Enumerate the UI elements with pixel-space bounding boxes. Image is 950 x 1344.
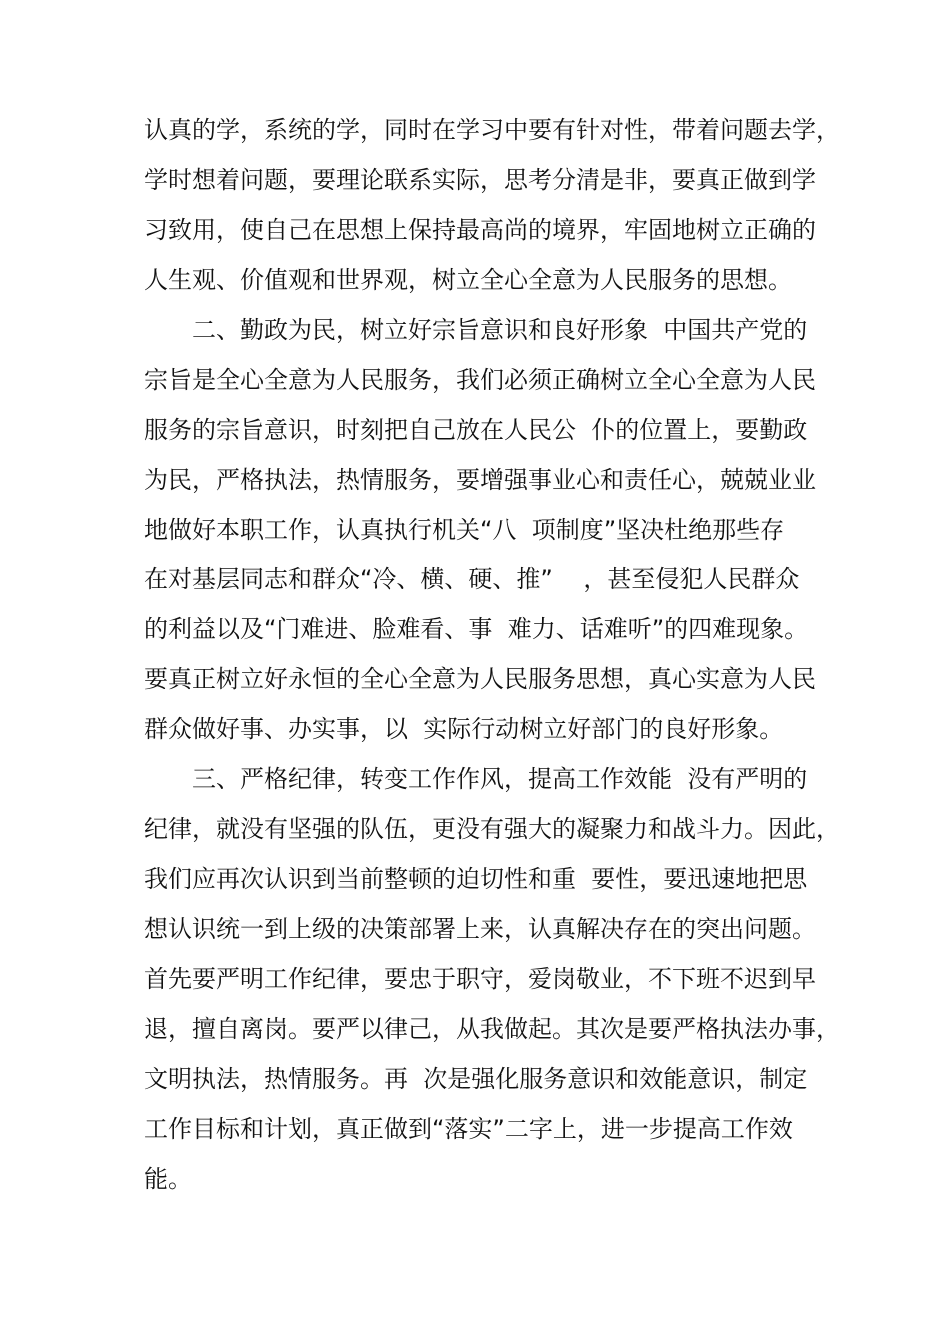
text-line: 群众做好事、办实事，以 实际行动树立好部门的良好形象。 xyxy=(144,715,784,744)
text-line: 纪律，就没有坚强的队伍，更没有强大的凝聚力和战斗力。因此， xyxy=(144,815,840,844)
text-line: 宗旨是全心全意为人民服务，我们必须正确树立全心全意为人民 xyxy=(144,365,816,394)
text-line: 在对基层同志和群众“冷、横、硬、推” ，甚至侵犯人民群众 xyxy=(144,565,800,594)
section-two-heading-line: 二、勤政为民，树立好宗旨意识和良好形象 中国共产党的 xyxy=(144,315,808,344)
text-line: 的利益以及“门难进、脸难看、事 难力、话难听”的四难现象。 xyxy=(144,615,809,644)
document-body xyxy=(144,106,840,1205)
text-line: 首先要严明工作纪律，要忠于职守，爱岗敬业，不下班不迟到早 xyxy=(144,964,816,993)
text-line: 习致用，使自己在思想上保持最高尚的境界，牢固地树立正确的 xyxy=(144,215,816,244)
text-line: 人生观、价值观和世界观，树立全心全意为人民服务的思想。 xyxy=(144,265,792,294)
text-line: 为民，严格执法，热情服务，要增强事业心和责任心，兢兢业业 xyxy=(144,465,816,494)
text-line: 能。 xyxy=(144,1164,192,1193)
text-line: 文明执法，热情服务。再 次是强化服务意识和效能意识，制定 xyxy=(144,1064,808,1093)
text-line: 地做好本职工作，认真执行机关“八 项制度”坚决杜绝那些存 xyxy=(144,515,785,544)
text-line: 要真正树立好永恒的全心全意为人民服务思想，真心实意为人民 xyxy=(144,665,816,694)
text-line: 想认识统一到上级的决策部署上来，认真解决存在的突出问题。 xyxy=(144,915,816,943)
text-line: 服务的宗旨意识，时刻把自己放在人民公 仆的位置上，要勤政 xyxy=(144,415,808,444)
text-line: 工作目标和计划，真正做到“落实”二字上，进一步提高工作效 xyxy=(144,1114,793,1143)
text-line: 学时想着问题，要理论联系实际，思考分清是非，要真正做到学 xyxy=(144,165,816,194)
text-line: 我们应再次认识到当前整顿的迫切性和重 要性，要迅速地把思 xyxy=(144,865,808,894)
text-line: 认真的学，系统的学，同时在学习中要有针对性，带着问题去学， xyxy=(144,116,840,144)
section-three-heading-line: 三、严格纪律，转变工作作风，提高工作效能 没有严明的 xyxy=(144,765,808,794)
text-line: 退，擅自离岗。要严以律己，从我做起。其次是要严格执法办事， xyxy=(144,1014,840,1043)
